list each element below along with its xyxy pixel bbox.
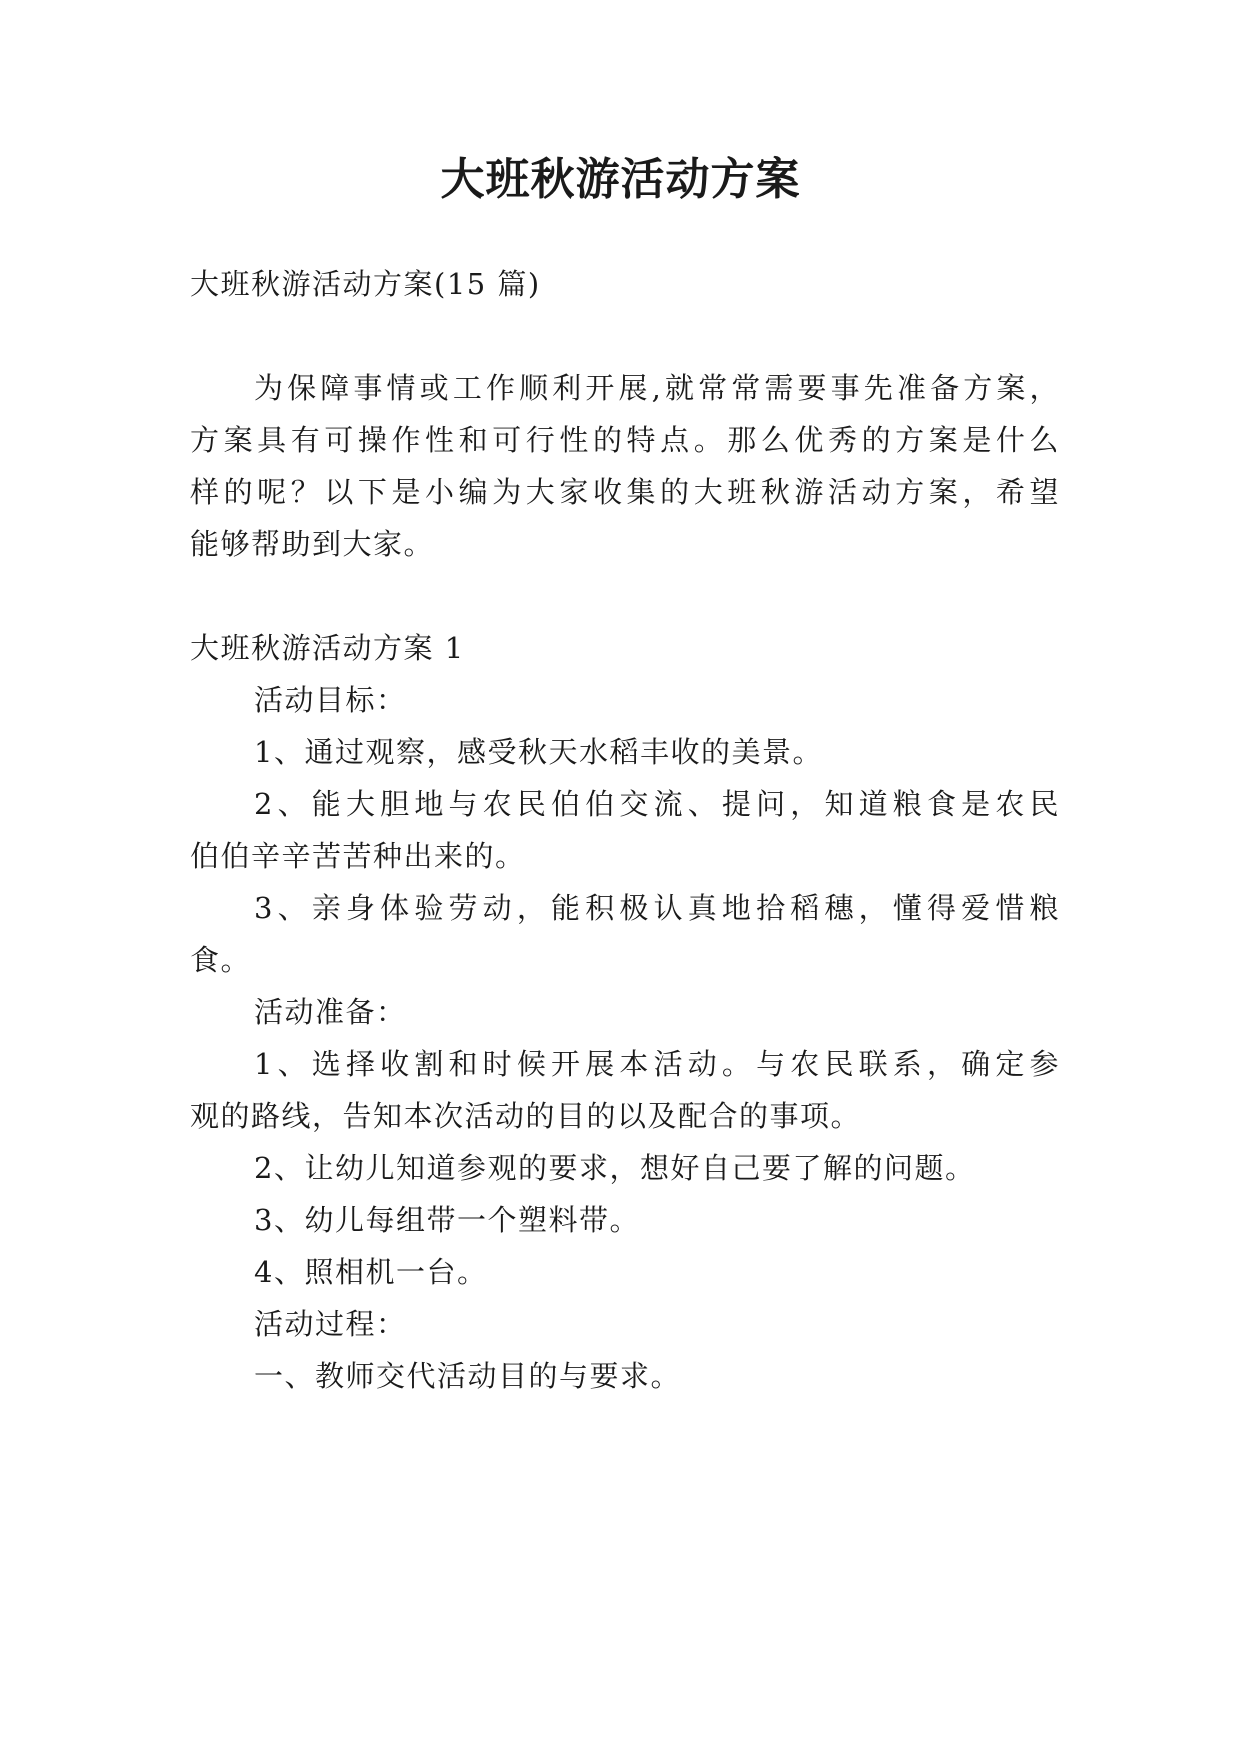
body-line: 3、亲身体验劳动，能积极认真地拾稻穗，懂得爱惜粮 (254, 891, 1060, 925)
section-heading: 大班秋游活动方案 1 (190, 631, 465, 665)
body-line: 2、能大胆地与农民伯伯交流、提问，知道粮食是农民 (254, 787, 1060, 821)
intro-line: 为保障事情或工作顺利开展,就常常需要事先准备方案， (254, 371, 1060, 405)
document-title: 大班秋游活动方案 (440, 154, 801, 205)
intro-line: 方案具有可操作性和可行性的特点。那么优秀的方案是什么 (190, 423, 1060, 457)
body-line: 1、通过观察，感受秋天水稻丰收的美景。 (254, 735, 823, 769)
body-line: 3、幼儿每组带一个塑料带。 (254, 1203, 640, 1237)
section-label: 活动目标： (254, 683, 407, 717)
body-line: 观的路线，告知本次活动的目的以及配合的事项。 (190, 1099, 862, 1133)
body-line: 2、让幼儿知道参观的要求，想好自己要了解的问题。 (254, 1151, 976, 1185)
body-line: 伯伯辛辛苦苦种出来的。 (190, 839, 526, 873)
document-subtitle: 大班秋游活动方案(15 篇) (190, 267, 541, 301)
intro-line: 能够帮助到大家。 (190, 527, 435, 561)
section-label: 活动过程： (254, 1307, 407, 1341)
section-label: 活动准备： (254, 995, 407, 1029)
body-line: 1、选择收割和时候开展本活动。与农民联系，确定参 (254, 1047, 1060, 1081)
body-line: 4、照相机一台。 (254, 1255, 488, 1289)
body-line: 一、教师交代活动目的与要求。 (254, 1359, 682, 1393)
intro-line: 样的呢？以下是小编为大家收集的大班秋游活动方案，希望 (190, 475, 1060, 509)
body-line: 食。 (190, 943, 252, 977)
